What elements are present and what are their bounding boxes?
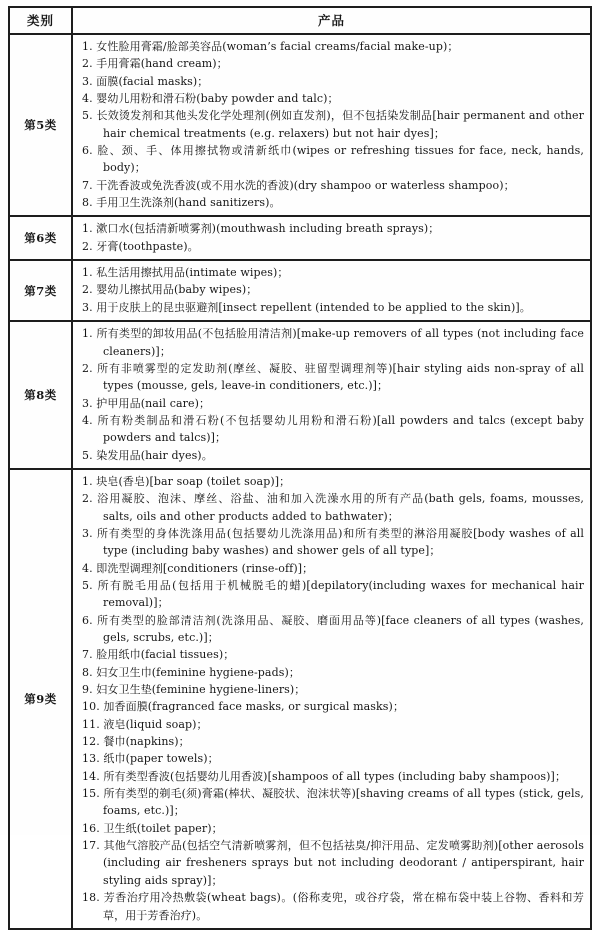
product-item: 2. 婴幼儿擦拭用品(baby wipes)； [82, 283, 258, 297]
product-item: 4. 即洗型调理剂[conditioners (rinse-off)]； [82, 561, 314, 575]
product-item: 18. 芳香治疗用冷热敷袋(wheat bags)。(俗称麦兜，或谷疗袋，常在棉布袋中装上谷物、香料和芳草，用于芳香治疗)。 [82, 891, 584, 922]
product-item: 4. 婴幼儿用粉和滑石粉(baby powder and talc)； [82, 92, 339, 106]
product-item: 2. 浴用凝胶、泡沫、摩丝、浴盐、油和加入洗澡水用的所有产品(bath gels, foams, mousses, salts, oils and other products added to bathwater)； [82, 492, 584, 523]
product-item: 8. 妇女卫生巾(feminine hygiene-pads)； [82, 665, 300, 679]
product-item: 3. 面膜(facial masks)； [82, 74, 209, 88]
table-body [9, 34, 591, 929]
products-cell [72, 321, 591, 469]
product-item: 7. 干洗香波或免洗香波(或不用水洗的香波)(dry shampoo or waterless shampoo)； [82, 178, 515, 192]
product-item: 5. 所有脱毛用品(包括用于机械脱毛的蜡)[depilatory(including waxes for mechanical hair removal)]； [82, 578, 584, 610]
product-item: 7. 脸用纸巾(facial tissues)； [82, 648, 235, 662]
product-item: 1. 所有类型的卸妆用品(不包括脸用清洁剂)[make-up removers of all types (not including face cleaners)]； [82, 327, 584, 358]
product-item: 2. 手用膏霜(hand cream)； [82, 57, 228, 71]
product-item: 8. 手用卫生洗涤剂(hand sanitizers)。 [82, 196, 281, 210]
table-row [9, 34, 591, 216]
product-item: 16. 卫生纸(toilet paper)； [82, 821, 223, 835]
product-item: 17. 其他气溶胶产品(包括空气清新喷雾剂，但不包括祛臭/抑汗用品、定发喷雾助剂)[other aerosols (including air fresheners sprays but not including deodorant / antiperspirant, hair styling aids spray)]； [82, 839, 584, 887]
product-item: 3. 用于皮肤上的昆虫驱避剂[insect repellent (intended to be applied to the skin)]。 [82, 300, 531, 314]
product-item: 1. 漱口水(包括清新喷雾剂)(mouthwash including breath sprays)； [82, 222, 440, 236]
table-row [9, 260, 591, 321]
table-row [9, 216, 591, 260]
product-item: 5. 染发用品(hair dyes)。 [82, 448, 213, 462]
product-item: 1. 块皂(香皂)[bar soap (toilet soap)]； [82, 474, 291, 488]
category-cell: 第8类 [9, 321, 72, 469]
product-item: 10. 加香面膜(fragranced face masks, or surgical masks)； [82, 700, 405, 714]
products-cell [72, 260, 591, 321]
product-item: 3. 护甲用品(nail care)； [82, 396, 211, 410]
category-column-header: 类别 [9, 7, 72, 34]
product-item: 13. 纸巾(paper towels)； [82, 752, 219, 766]
category-cell: 第7类 [9, 260, 72, 321]
product-item: 5. 长效烫发剂和其他头发化学处理剂(例如直发剂)，但不包括染发制品[hair permanent and other hair chemical treatments (e.g. relaxers) but not hair dyes]； [82, 109, 584, 140]
category-cell: 第9类 [9, 469, 72, 929]
table-header-row [9, 7, 591, 34]
products-cell [72, 34, 591, 216]
products-cell [72, 216, 591, 260]
product-item: 2. 所有非喷雾型的定发助剂(摩丝、凝胶、驻留型调理剂等)[hair styling aids non-spray of all types (mousse, gels, leave-in conditioners, etc.)]； [82, 361, 584, 393]
product-item: 15. 所有类型的剃毛(须)膏霜(棒状、凝胶状、泡沫状等)[shaving creams of all types (stick, gels, foams, etc.)]； [82, 787, 584, 818]
product-item: 11. 液皂(liquid soap)； [82, 717, 208, 731]
product-item: 6. 脸、颈、手、体用擦拭物或清新纸巾(wipes or refreshing tissues for face, neck, hands, body)； [82, 144, 584, 175]
product-item: 1. 私生活用擦拭用品(intimate wipes)； [82, 266, 289, 280]
table-row [9, 469, 591, 929]
products-cell [72, 469, 591, 929]
table-row [9, 321, 591, 469]
product-item: 6. 所有类型的脸部清洁剂(洗涤用品、凝胶、磨面用品等)[face cleaners of all types (washes, gels, scrubs, etc.)]； [82, 613, 584, 644]
product-item: 4. 所有粉类制品和滑石粉(不包括婴幼儿用粉和滑石粉)[all powders and talcs (except baby powders and talcs)]； [82, 413, 584, 445]
category-product-table [8, 6, 592, 930]
product-item: 14. 所有类型香波(包括婴幼儿用香波)[shampoos of all types (including baby shampoos)]； [82, 769, 567, 783]
product-column-header: 产品 [72, 7, 591, 34]
product-item: 3. 所有类型的身体洗涤用品(包括婴幼儿洗涤用品)和所有类型的淋浴用凝胶[body washes of all type (including baby washes) and shower gels of all type]； [82, 526, 584, 558]
category-cell: 第6类 [9, 216, 72, 260]
product-item: 9. 妇女卫生垫(feminine hygiene-liners)； [82, 683, 306, 697]
category-cell: 第5类 [9, 34, 72, 216]
product-item: 12. 餐巾(napkins)； [82, 735, 190, 749]
product-item: 2. 牙膏(toothpaste)。 [82, 239, 199, 253]
product-item: 1. 女性脸用膏霜/脸部美容品(woman’s facial creams/facial make-up)； [82, 40, 459, 53]
